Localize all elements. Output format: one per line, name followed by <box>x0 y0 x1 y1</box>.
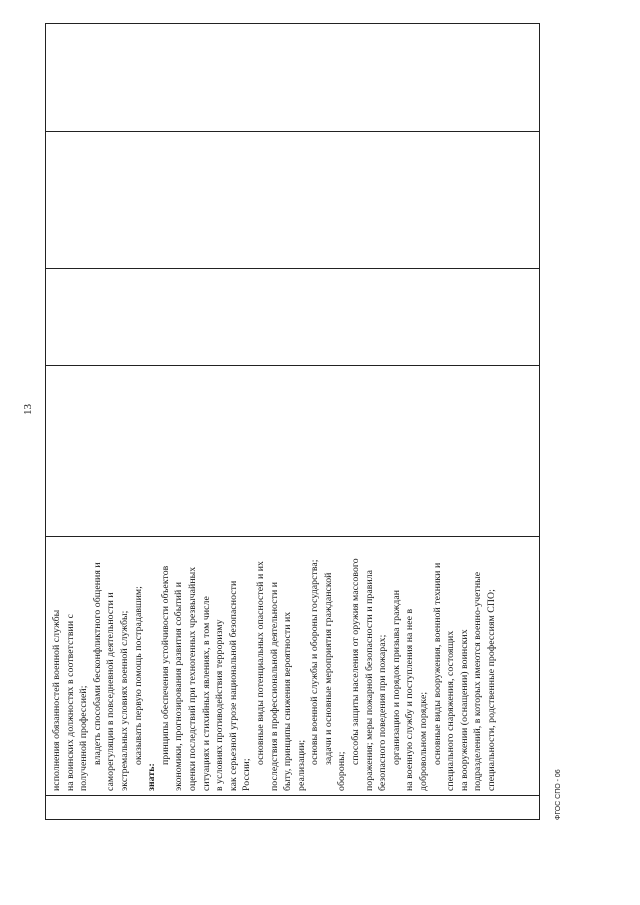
content-line: способы защиты населения от оружия массового <box>350 558 362 765</box>
content-line: подразделений, в которых имеются военно-учетные <box>472 571 484 791</box>
content-line: реализации; <box>295 739 307 791</box>
content-line: специальности, родственные профессиям СПО; <box>486 589 497 791</box>
content-line: владеть способами бесконфликтного общения и <box>91 562 103 765</box>
content-line: экстремальных условиях военной службы; <box>118 610 130 791</box>
content-line: основные виды вооружения, военной техники и <box>431 562 443 765</box>
content-line: оценки последствий при техногенных чрезвычайных <box>186 566 198 791</box>
content-line: принципы обеспечения устойчивости объектов <box>159 565 171 765</box>
content-line: безопасного поведения при пожарах; <box>377 634 389 791</box>
content-line: ситуациях и стихийных явлениях, в том числе <box>200 596 212 791</box>
content-line: быту, принципы снижения вероятности их <box>282 611 294 791</box>
content-line: основы военной службы и обороны государства; <box>309 559 321 765</box>
column-divider <box>46 268 539 269</box>
content-line: как серьезной угрозе национальной безопасности <box>227 580 239 791</box>
content-line: экономики, прогнозирования развития событий и <box>173 581 185 791</box>
page-number: 13 <box>22 404 34 415</box>
content-line: оказывать первую помощь пострадавшим; <box>132 586 144 765</box>
content-line: обороны; <box>336 751 348 791</box>
content-line: на воинских должностях в соответствии с <box>64 613 76 791</box>
column-divider <box>46 795 539 796</box>
content-line: России; <box>241 758 253 791</box>
rotated-page <box>22 23 562 820</box>
content-line: задачи и основные мероприятия гражданской <box>322 572 334 765</box>
content-line: полученной профессией; <box>78 685 90 791</box>
content-line: на военную службу и поступления на нее в <box>404 608 416 791</box>
table <box>45 23 540 820</box>
content-line: на вооружении (оснащении) воинских <box>458 629 470 791</box>
content-line: последствия в профессиональной деятельности и <box>268 581 280 791</box>
content-line: поражения; меры пожарной безопасности и правила <box>363 569 375 791</box>
content-line: в условиях противодействия терроризму <box>214 619 226 791</box>
content-line: основные виды потенциальных опасностей и их <box>254 561 266 765</box>
content-line: специального снаряжения, состоящих <box>445 630 457 791</box>
column-divider <box>46 365 539 366</box>
content-line: исполнения обязанностей военной службы <box>51 609 62 791</box>
table-cell-content <box>46 537 539 795</box>
column-divider <box>46 131 539 132</box>
content-line: саморегуляции в повседневной деятельности и <box>105 592 117 791</box>
footer-label: ФГОС СПО - 06 <box>555 769 562 820</box>
content-line: добровольном порядке; <box>418 691 430 791</box>
content-line: организацию и порядок призыва граждан <box>390 589 402 765</box>
content-line-heading: знать: <box>146 763 158 791</box>
